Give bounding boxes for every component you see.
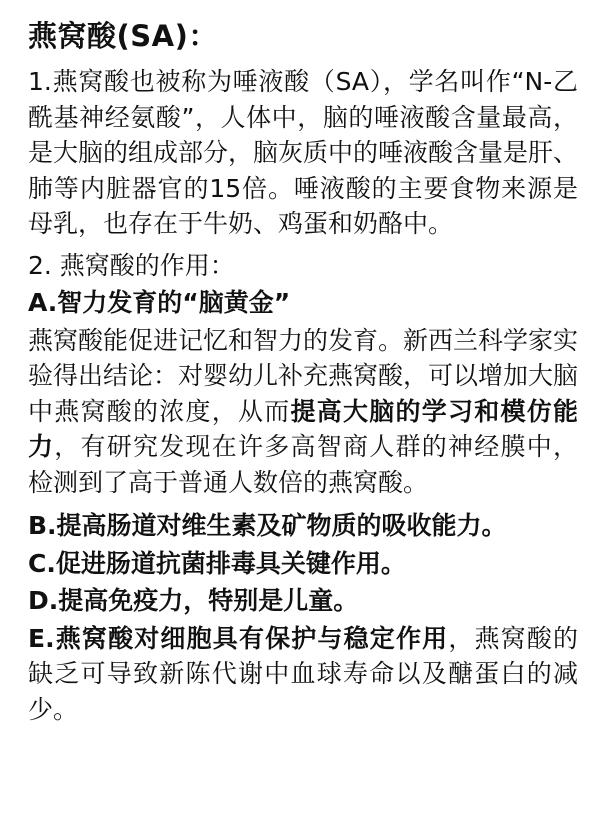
item-b: B.提高肠道对维生素及矿物质的吸收能力。 bbox=[28, 511, 507, 541]
section-2-label: 2. 燕窝酸的作用： bbox=[28, 250, 235, 280]
item-a-heading: A.智力发育的“脑黄金” bbox=[28, 288, 291, 318]
item-a-body-part1: 燕窝酸能促进记忆和智力的发育。新西兰科学家实验得出结论：对婴幼儿补充燕窝酸，可以增加大脑中燕窝酸的浓度，从而 bbox=[28, 325, 579, 426]
item-e-rest: ，燕窝酸的缺乏可导致新陈代谢中血球寿命以及醣蛋白的减少。 bbox=[28, 623, 578, 724]
item-a-body-emphasis: 提高大脑的学习和模仿能力 bbox=[28, 396, 578, 462]
item-e-emphasis: E.燕窝酸对细胞具有保护与稳定作用 bbox=[28, 623, 449, 653]
item-c: C.促进肠道抗菌排毒具关键作用。 bbox=[28, 548, 406, 578]
item-a-body bbox=[28, 323, 578, 501]
item-e bbox=[28, 621, 578, 728]
page-title: 燕窝酸(SA)： bbox=[28, 19, 218, 53]
item-a-body-part2: ，有研究发现在许多高智商人群的神经膜中，检测到了高于普通人数倍的燕窝酸。 bbox=[28, 432, 578, 497]
item-d: D.提高免疫力，特别是儿童。 bbox=[28, 586, 359, 616]
paragraph-1: 1.燕窝酸也被称为唾液酸（SA），学名叫作“N-乙酰基神经氨酸”，人体中，脑的唾液酸含量最高，是大脑的组成部分，脑灰质中的唾液酸含量是肝、肺等内脏器官的15倍。唾液酸的主要食物来源是母乳，也存在于牛奶、鸡蛋和奶酪中。 bbox=[28, 67, 579, 239]
